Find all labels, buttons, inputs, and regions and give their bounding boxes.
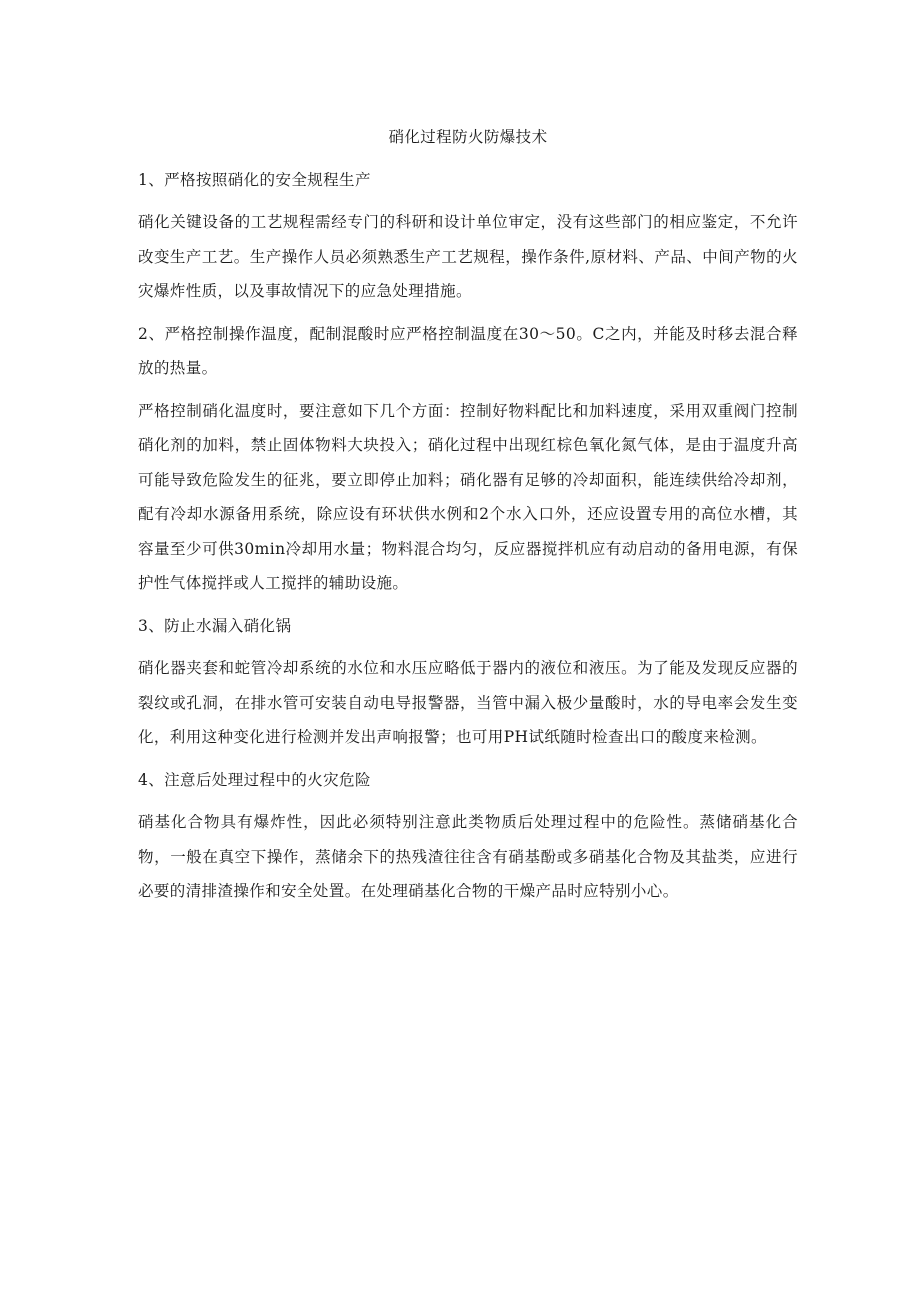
section-3-paragraph: 硝化器夹套和蛇管冷却系统的水位和水压应略低于器内的液位和液压。为了能及发现反应器的裂纹或孔洞，在排水管可安装自动电导报警器，当管中漏入极少量酸时，水的导电率会发生变化，利用这种变化进行检测并发出声响报警；也可用PH试纸随时检查出口的酸度来检测。 — [138, 659, 798, 746]
document-title: 硝化过程防火防爆技术 — [388, 128, 548, 146]
document-body — [138, 120, 798, 917]
section-4-heading: 4、注意后处理过程中的火灾危险 — [138, 770, 371, 789]
section-1-paragraph: 硝化关键设备的工艺规程需经专门的科研和设计单位审定，没有这些部门的相应鉴定，不允许改变生产工艺。生产操作人员必须熟悉生产工艺规程，操作条件,原材料、产品、中间产物的火灾爆炸性质，以及事故情况下的应急处理措施。 — [138, 213, 798, 300]
section-4-paragraph: 硝基化合物具有爆炸性，因此必须特别注意此类物质后处理过程中的危险性。蒸储硝基化合物，一般在真空下操作，蒸储余下的热残渣往往含有硝基酚或多硝基化合物及其盐类，应进行必要的清排渣操作和安全处置。在处理硝基化合物的干燥产品时应特别小心。 — [138, 813, 798, 900]
section-1-heading: 1、严格按照硝化的安全规程生产 — [138, 170, 371, 189]
section-2-paragraph: 严格控制硝化温度时，要注意如下几个方面：控制好物料配比和加料速度，采用双重阀门控制硝化剂的加料，禁止固体物料大块投入；硝化过程中出现红棕色氧化氮气体，是由于温度升高可能导致危险发生的征兆，要立即停止加料；硝化器有足够的冷却面积，能连续供给冷却剂，配有冷却水源备用系统，除应设有环状供水例和2个水入口外，还应设置专用的高位水槽，其容量至少可供30min冷却用水量；物料混合均匀，反应器搅拌机应有动启动的备用电源，有保护性气体搅拌或人工搅拌的辅助设施。 — [138, 401, 798, 592]
section-3-heading: 3、防止水漏入硝化锅 — [138, 616, 292, 635]
section-2-heading: 2、严格控制操作温度，配制混酸时应严格控制温度在30～50。C之内，并能及时移去混合释放的热量。 — [138, 324, 798, 377]
